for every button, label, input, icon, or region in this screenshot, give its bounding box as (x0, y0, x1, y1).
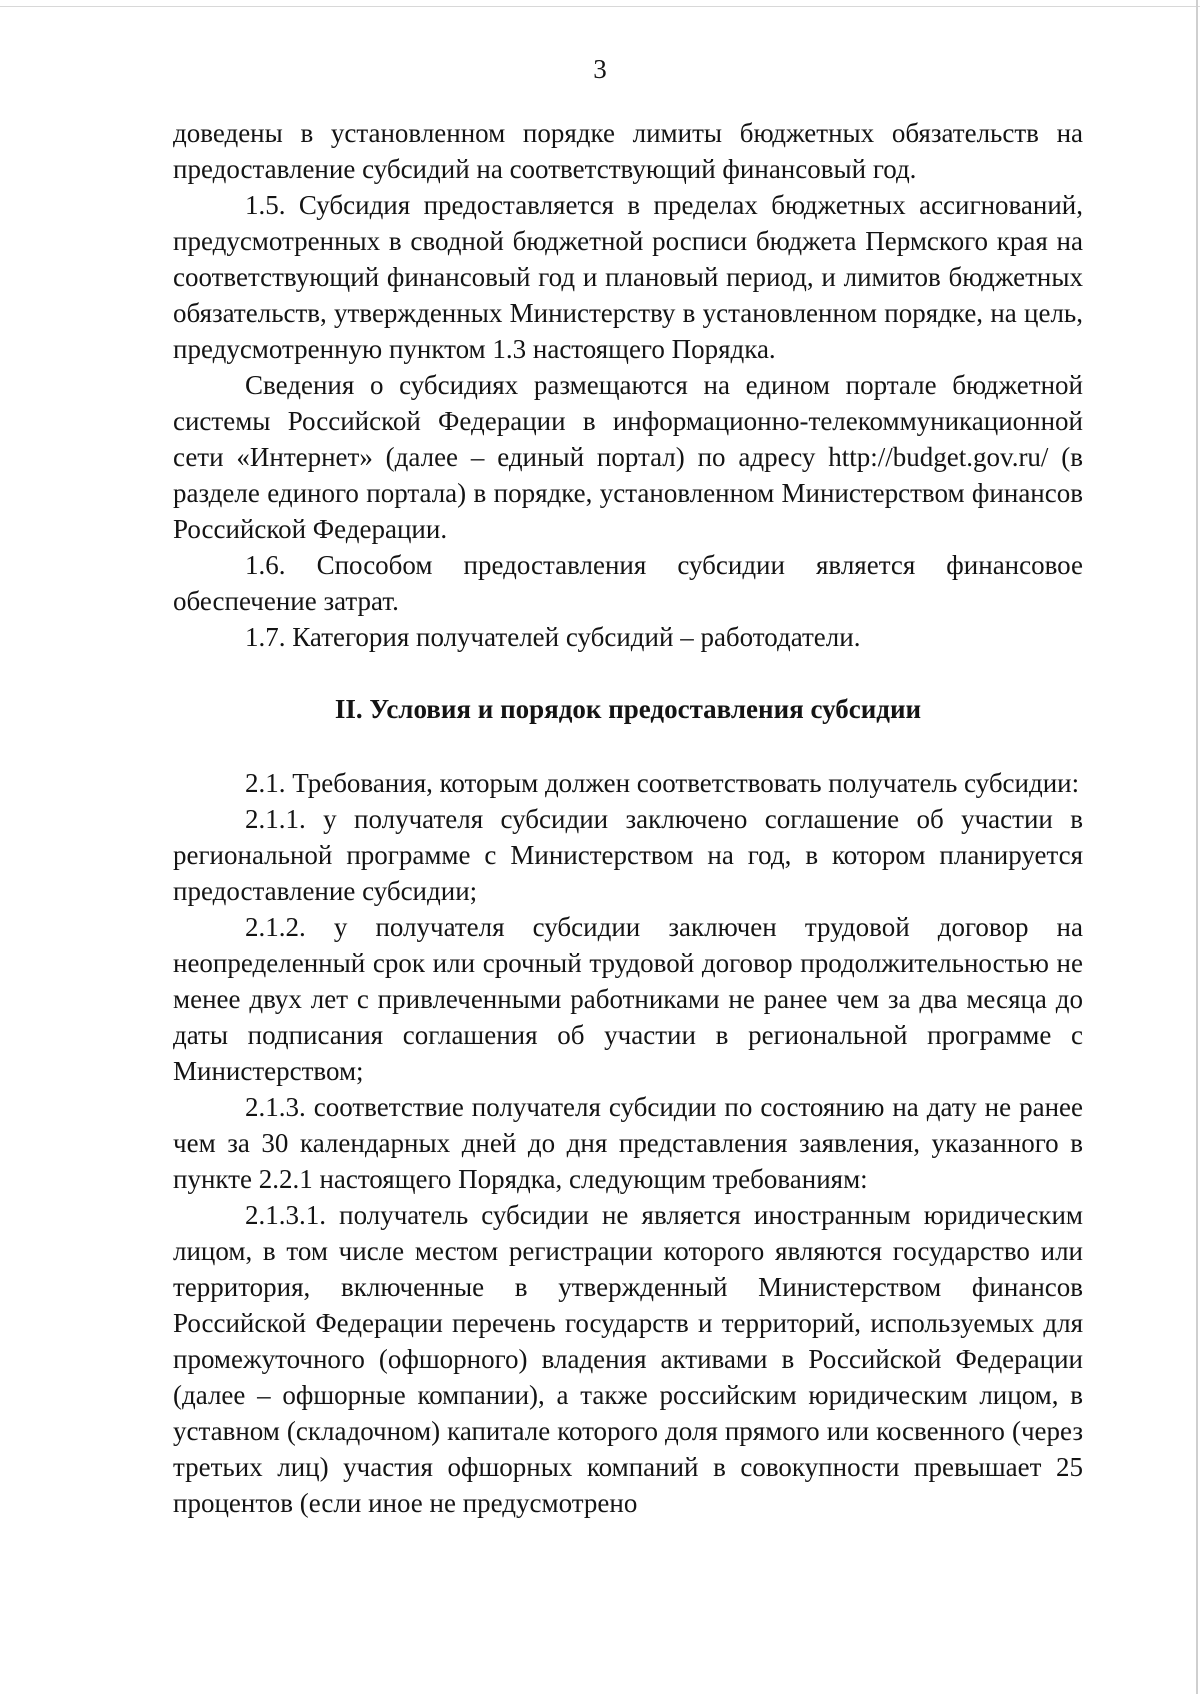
paragraph-2-1-2: 2.1.2. у получателя субсидии заключен трудовой договор на неопределенный срок или срочный трудовой договор продолжительностью не менее двух лет с привлеченными работниками не ранее чем за два месяца до даты подписания соглашения об участии в региональной программе с Министерством; (173, 912, 1083, 1086)
paragraph-2-1-3-1: 2.1.3.1. получатель субсидии не является иностранным юридическим лицом, в том числе местом регистрации которого являются государство или территория, включенные в утвержденный Министерством финансов Российской Федерации перечень государств и территорий, используемых для промежуточного (офшорного) владения активами в Российской Федерации (далее – офшорные компании), а также российским юридическим лицом, в уставном (складочном) капитале которого доля прямого или косвенного (через третьих лиц) участия офшорных компаний в совокупности превышает 25 процентов (если иное не предусмотрено (173, 1200, 1083, 1518)
scan-artifact-right-edge (1196, 0, 1198, 1694)
paragraph-1-7: 1.7. Категория получателей субсидий – работодатели. (245, 622, 861, 652)
section-heading: II. Условия и порядок предоставления субсидии (334, 694, 922, 724)
paragraph-1-5: 1.5. Субсидия предоставляется в пределах бюджетных ассигнований, предусмотренных в сводной бюджетной росписи бюджета Пермского края на соответствующий финансовый год и плановый период, и лимитов бюджетных обязательств, утвержденных Министерству в установленном порядке, на цель, предусмотренную пунктом 1.3 настоящего Порядка. (173, 190, 1083, 364)
scan-artifact-top-line (0, 6, 1200, 7)
paragraph-2-1-3: 2.1.3. соответствие получателя субсидии по состоянию на дату не ранее чем за 30 календарных дней до дня представления заявления, указанного в пункте 2.2.1 настоящего Порядка, следующим требованиям: (173, 1092, 1083, 1194)
document-body (173, 115, 1083, 1521)
paragraph-2-1-1: 2.1.1. у получателя субсидии заключено соглашение об участии в региональной программе с Министерством на год, в котором планируется предоставление субсидии; (173, 804, 1083, 906)
paragraph-subsidy-info: Сведения о субсидиях размещаются на едином портале бюджетной системы Российской Федерации в информационно-телекоммуникационной сети «Интернет» (далее – единый портал) по адресу http://budget.gov.ru/ (в разделе единого портала) в порядке, установленном Министерством финансов Российской Федерации. (173, 370, 1083, 544)
paragraph-continuation: доведены в установленном порядке лимиты бюджетных обязательств на предоставление субсидий на соответствующий финансовый год. (173, 118, 1083, 184)
page-number: 3 (593, 54, 607, 84)
paragraph-1-6: 1.6. Способом предоставления субсидии является финансовое обеспечение затрат. (173, 550, 1083, 616)
paragraph-2-1: 2.1. Требования, которым должен соответствовать получатель субсидии: (245, 768, 1080, 798)
